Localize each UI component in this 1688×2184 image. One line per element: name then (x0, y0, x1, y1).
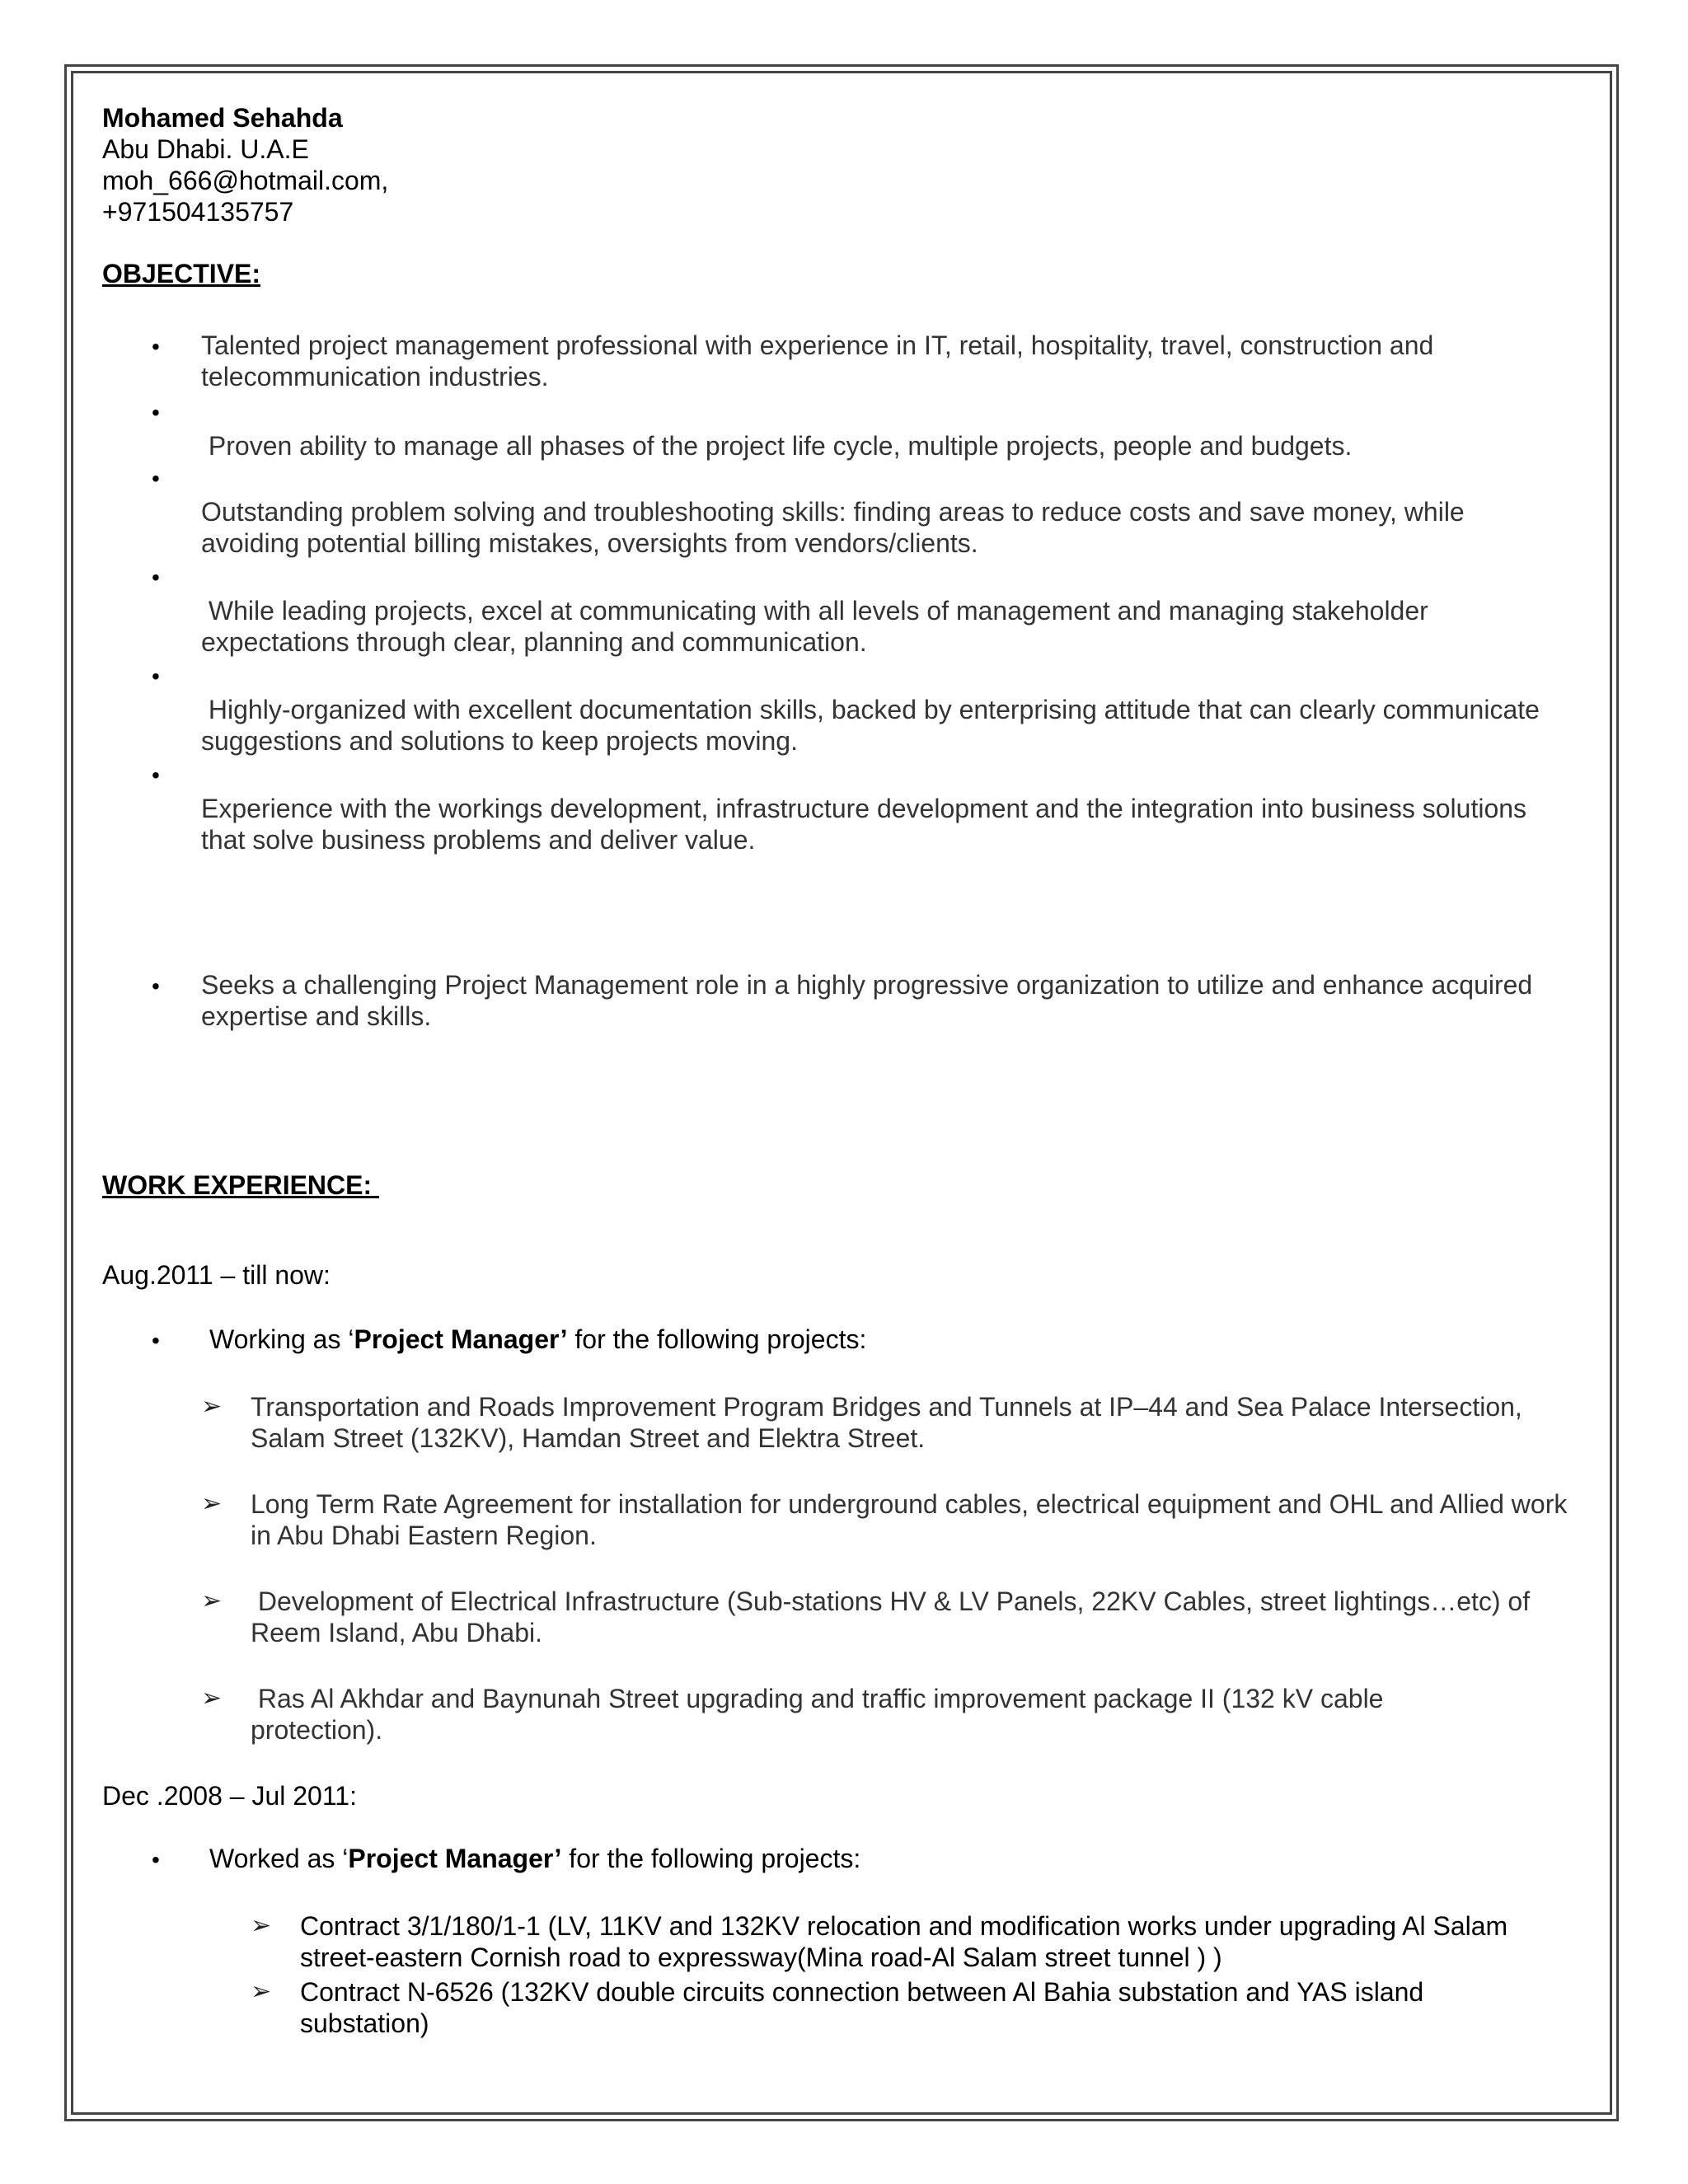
project-item: Transportation and Roads Improvement Program Bridges and Tunnels at IP–44 and Sea Palace Intersection, Salam Street (132KV), Hamdan Street and Elektra Street. (251, 1392, 1522, 1453)
bullet-icon: • (152, 334, 160, 359)
objective-item-5: Highly-organized with excellent documentation skills, backed by enterprising attitude that can clearly communicate suggestions and solutions to keep projects moving. (201, 695, 1547, 756)
arrow-bullet-icon: ➢ (201, 1490, 223, 1517)
job-period: Dec .2008 – Jul 2011: (102, 1781, 357, 1811)
bullet-icon: • (152, 1328, 160, 1353)
project-item: Ras Al Akhdar and Baynunah Street upgrading and traffic improvement package II (132 kV cable protection). (251, 1684, 1391, 1745)
contact-block (102, 102, 388, 227)
job-role: Project Manager’ (354, 1324, 568, 1354)
bullet-icon: • (152, 400, 160, 425)
arrow-bullet-icon: ➢ (201, 1685, 223, 1712)
bullet-icon: • (152, 762, 160, 788)
bullet-icon: • (152, 466, 160, 491)
objective-item-7: Seeks a challenging Project Management role in a highly progressive organization to utilize and enhance acquired expertise and skills. (201, 970, 1533, 1031)
job-intro-pre: Worked as ‘ (209, 1844, 349, 1873)
arrow-bullet-icon: ➢ (251, 1978, 272, 2005)
job-period: Aug.2011 – till now: (102, 1260, 331, 1290)
objective-item-2: Proven ability to manage all phases of the project life cycle, multiple projects, people and budgets. (201, 431, 1353, 461)
job-intro-pre: Working as ‘ (209, 1324, 354, 1354)
objective-heading: OBJECTIVE: (102, 259, 261, 288)
job-role: Project Manager’ (348, 1844, 562, 1873)
bullet-icon: • (152, 663, 160, 689)
project-item: Contract 3/1/180/1-1 (LV, 11KV and 132KV relocation and modification works under upgrading Al Salam street-eastern Cornish road to expressway(Mina road-Al Salam street tunnel ) ) (300, 1911, 1508, 1972)
job-intro (209, 1843, 860, 1874)
job-intro-post: for the following projects: (567, 1324, 867, 1354)
candidate-phone: +971504135757 (102, 197, 294, 227)
bullet-icon: • (152, 1847, 160, 1872)
work-experience-heading: WORK EXPERIENCE: (102, 1170, 380, 1200)
arrow-bullet-icon: ➢ (201, 1587, 223, 1615)
bullet-icon: • (152, 973, 160, 999)
arrow-bullet-icon: ➢ (201, 1393, 223, 1420)
candidate-location: Abu Dhabi. U.A.E (102, 134, 309, 164)
bullet-icon: • (152, 565, 160, 590)
project-item: Long Term Rate Agreement for installation for underground cables, electrical equipment and OHL and Allied work in Abu Dhabi Eastern Region. (251, 1489, 1568, 1550)
job-intro (209, 1324, 866, 1355)
objective-item-4: While leading projects, excel at communicating with all levels of management and managing stakeholder expectations through clear, planning and communication. (201, 596, 1436, 657)
objective-item-6: Experience with the workings development, infrastructure development and the integration into business solutions that solve business problems and deliver value. (201, 794, 1527, 855)
objective-item-3: Outstanding problem solving and troubleshooting skills: finding areas to reduce costs and save money, while avoiding potential billing mistakes, oversights from vendors/clients. (201, 497, 1465, 558)
project-item: Development of Electrical Infrastructure (Sub-stations HV & LV Panels, 22KV Cables, street lightings…etc) of Reem Island, Abu Dhabi. (251, 1586, 1537, 1647)
arrow-bullet-icon: ➢ (251, 1912, 272, 1939)
objective-item-1: Talented project management professional with experience in IT, retail, hospitality, travel, construction and telecommunication industries. (201, 330, 1434, 391)
candidate-email: moh_666@hotmail.com, (102, 166, 389, 195)
job-intro-post: for the following projects: (561, 1844, 861, 1873)
project-item: Contract N-6526 (132KV double circuits connection between Al Bahia substation and YAS island substation) (300, 1977, 1424, 2038)
candidate-name: Mohamed Sehahda (102, 103, 343, 133)
